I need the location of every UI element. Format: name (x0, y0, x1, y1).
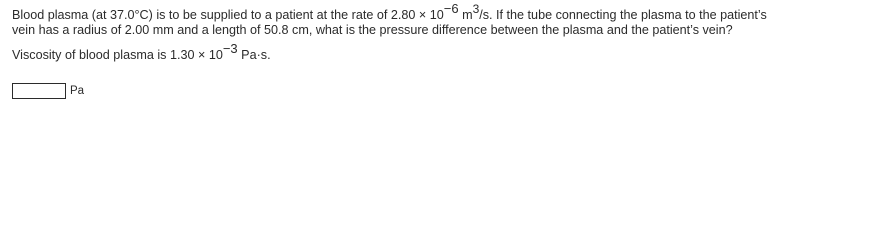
question-paragraph-1 (12, 0, 878, 38)
answer-unit-label: Pa (70, 85, 85, 97)
answer-row (12, 83, 84, 99)
answer-input[interactable] (12, 83, 66, 99)
question-text (12, 0, 878, 63)
viscosity-exponent: −3 (222, 40, 238, 56)
flow-unit-exponent: 3 (472, 1, 480, 16)
question-text-part2: /s. If the tube connecting the plasma to the patient’s (479, 8, 767, 22)
viscosity-text: Viscosity of blood plasma is 1.30 × 10 (12, 48, 223, 62)
viscosity-paragraph (12, 40, 878, 63)
question-text-part3: vein has a radius of 2.00 mm and a length of 50.8 cm, what is the pressure difference between the plasma and the patient’s vein? (12, 23, 733, 37)
flow-rate-exponent: −6 (443, 0, 459, 16)
question-text-part1: Blood plasma (at 37.0°C) is to be supplied to a patient at the rate of 2.80 × 10 (12, 8, 444, 22)
flow-unit-base: m (458, 8, 473, 22)
viscosity-unit: Pa·s. (237, 48, 271, 62)
